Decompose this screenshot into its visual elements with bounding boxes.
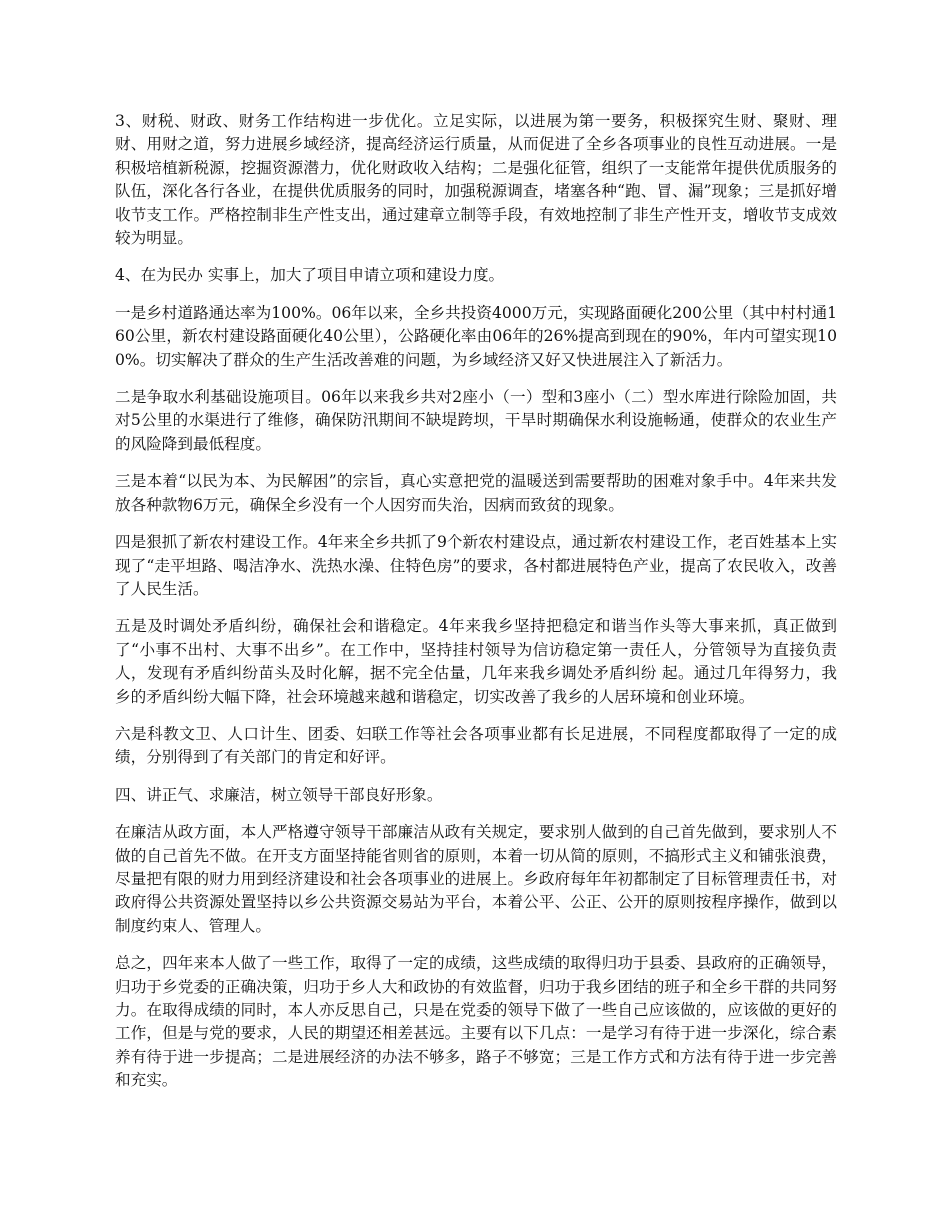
paragraph-poverty-relief: 三是本着“以民为本、为民解困”的宗旨，真心实意把党的温暖送到需要帮助的困难对象手中。4年来共发放各种款物6万元，确保全乡没有一个人因穷而失治，因病而致贫的现象。 — [115, 472, 837, 514]
paragraph-clean-governance: 在廉洁从政方面，本人严格遵守领导干部廉洁从政有关规定，要求别人做到的自己首先做到，要求别人不做的自己首先不做。在开支方面坚持能省则省的原则，本着一切从简的原则，不搞形式主义和铺张浪费，尽量把有限的财力用到经济建设和社会各项事业的进展上。乡政府每年年初都制定了目标管理责任书，对政府得公共资源处置坚持以乡公共资源交易站为平台，本着公平、公正、公开的原则按程序操作，做到以制度约束人、管理人。 — [115, 823, 837, 935]
paragraph-projects-heading: 4、在为民办 实事上，加大了项目申请立项和建设力度。 — [115, 266, 505, 285]
paragraph-new-countryside: 四是狠抓了新农村建设工作。4年来全乡共抓了9个新农村建设点，通过新农村建设工作，老百姓基本上实现了“走平坦路、喝洁净水、洗热水澡、住特色房”的要求，各村都进展特色产业，提高了农民收入，改善了人民生活。 — [115, 533, 837, 598]
paragraph-summary: 总之，四年来本人做了一些工作，取得了一定的成绩，这些成绩的取得归功于县委、县政府的正确领导，归功于乡党委的正确决策，归功于乡人大和政协的有效监督，归功于我乡团结的班子和全乡干群的共同努力。在取得成绩的同时，本人亦反思自己，只是在党委的领导下做了一些自己应该做的，应该做的更好的工作，但是与党的要求，人民的期望还相差甚远。主要有以下几点：一是学习有待于进一步深化，综合素养有待于进一步提高；二是进展经济的办法不够多，路子不够宽；三是工作方式和方法有待于进一步完善和充实。 — [115, 954, 837, 1090]
paragraph-roads: 一是乡村道路通达率为100%。06年以来，全乡共投资4000万元，实现路面硬化200公里（其中村村通160公里，新农村建设路面硬化40公里），公路硬化率由06年的26%提高到现在的90%，年内可望实现100%。切实解决了群众的生产生活改善难的问题，为乡域经济又好又快进展注入了新活力。 — [115, 303, 837, 369]
document-body — [115, 110, 837, 1107]
section-heading-integrity: 四、讲正气、求廉洁，树立领导干部良好形象。 — [115, 785, 443, 804]
paragraph-finance-optimization: 3、财税、财政、财务工作结构进一步优化。立足实际，以进展为第一要务，积极探究生财、聚财、理财、用财之道，努力进展乡域经济，提高经济运行质量，从而促进了全乡各项事业的良性互动进展。一是积极培植新税源，挖掘资源潜力，优化财政收入结构；二是强化征管，组织了一支能常年提供优质服务的队伍，深化各行各业，在提供优质服务的同时，加强税源调查，堵塞各种“跑、冒、漏”现象；三是抓好增收节支工作。严格控制非生产性支出，通过建章立制等手段，有效地控制了非生产性开支，增收节支成效较为明显。 — [115, 112, 837, 248]
paragraph-dispute-resolution: 五是及时调处矛盾纠纷，确保社会和谐稳定。4年来我乡坚持把稳定和谐当作头等大事来抓，真正做到了“小事不出村、大事不出乡”。在工作中，坚持挂村领导为信访稳定第一责任人，分管领导为直接负责人，发现有矛盾纠纷苗头及时化解，据不完全估量，几年来我乡调处矛盾纠纷 起。通过几年得努力，我乡的矛盾纠纷大幅下降，社会环境越来越和谐稳定，切实改善了我乡的人居环境和创业环境。 — [115, 617, 837, 706]
paragraph-water-conservancy: 二是争取水利基础设施项目。06年以来我乡共对2座小（一）型和3座小（二）型水库进行除险加固，共对5公里的水渠进行了维修，确保防汛期间不缺堤跨坝，干旱时期确保水利设施畅通，使群众的农业生产的风险降到最低程度。 — [115, 388, 838, 453]
paragraph-social-undertakings: 六是科教文卫、人口计生、团委、妇联工作等社会各项事业都有长足进展，不同程度都取得了一定的成绩，分别得到了有关部门的肯定和好评。 — [115, 724, 837, 767]
